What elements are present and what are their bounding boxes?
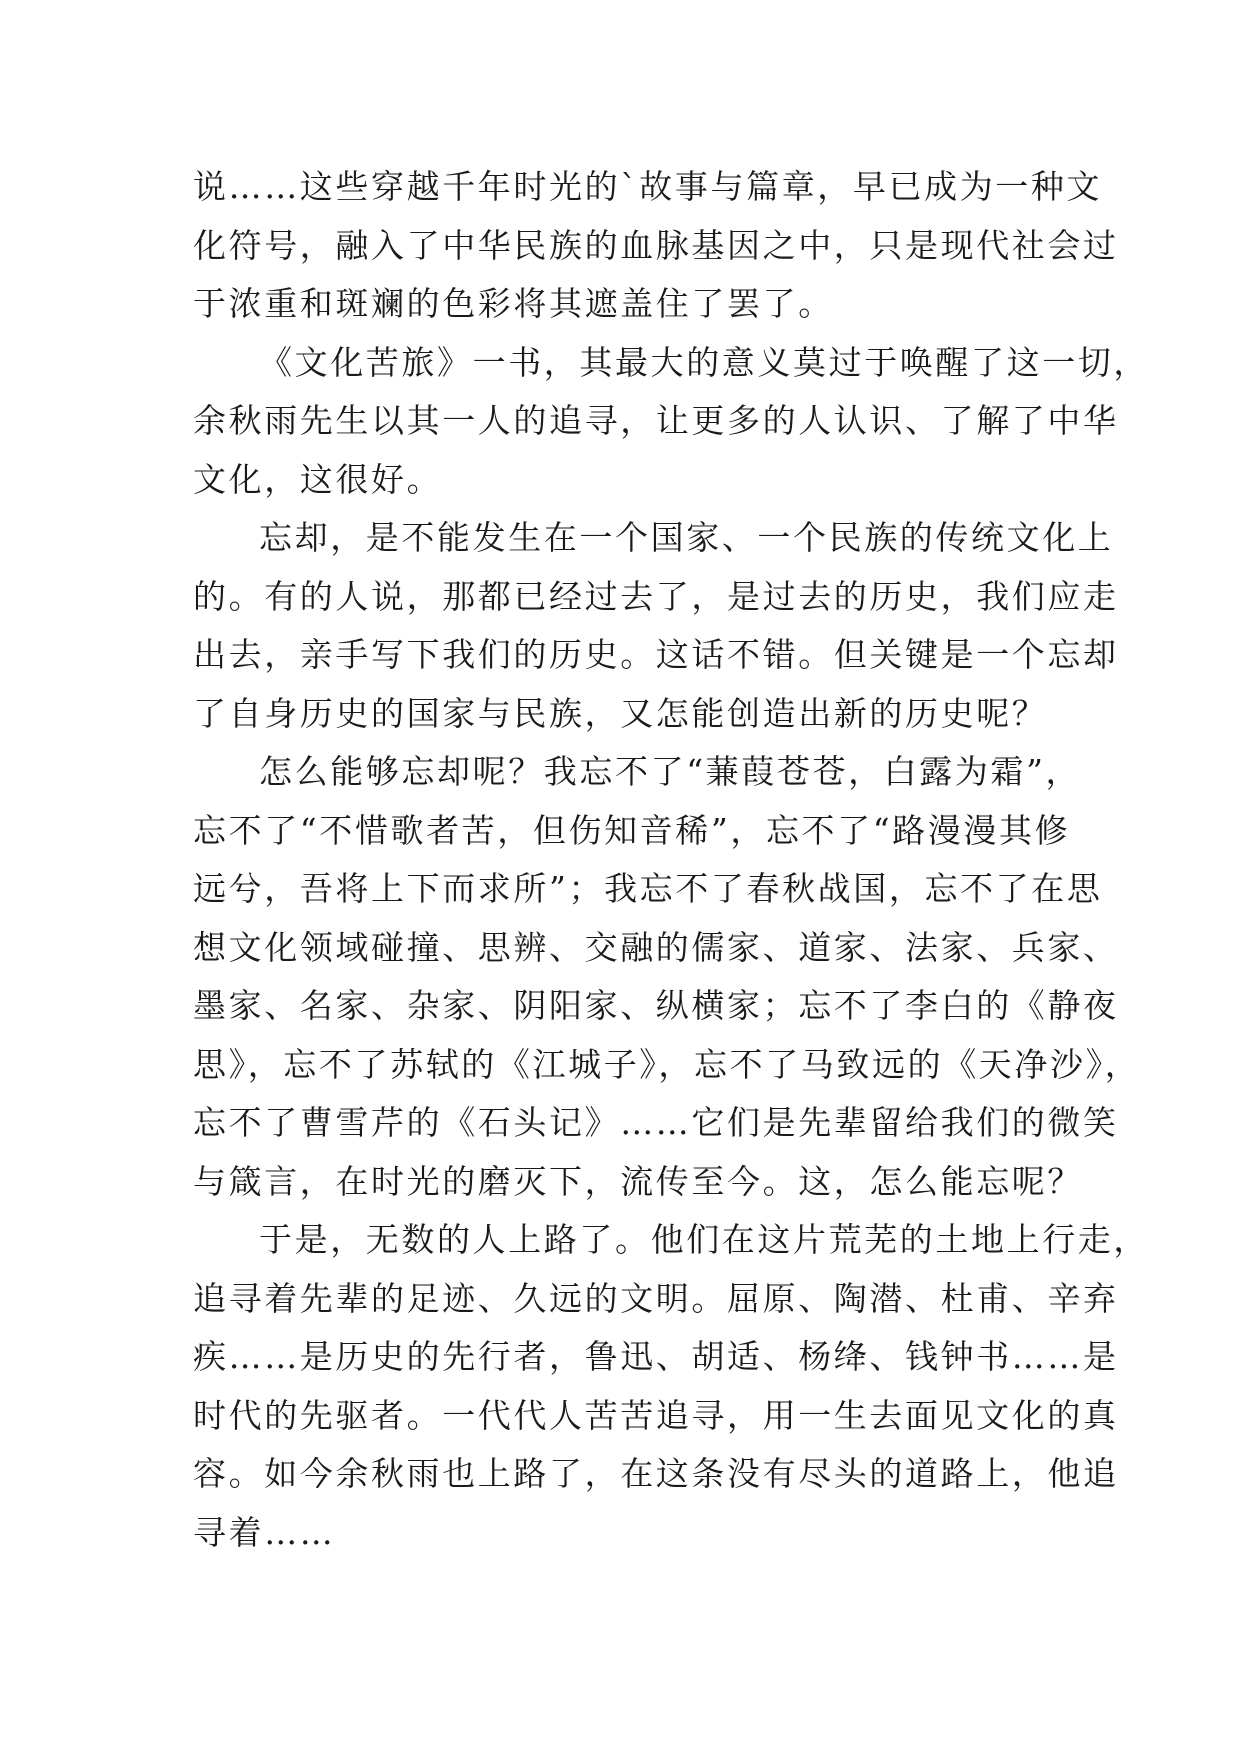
text-line: 说……这些穿越千年时光的`故事与篇章，早已成为一种文 — [193, 167, 1103, 206]
text-line: 文化，这很好。 — [193, 459, 443, 499]
paragraph-start-line: 忘却，是不能发生在一个国家、一个民族的传统文化上 — [259, 518, 1114, 557]
text-line: 于浓重和斑斓的色彩将其遮盖住了罢了。 — [193, 284, 834, 323]
text-line: 疾……是历史的先行者，鲁迅、胡适、杨绛、钱钟书……是 — [193, 1337, 1119, 1376]
text-line: 时代的先驱者。一代代人苦苦追寻，用一生去面见文化的真 — [193, 1395, 1119, 1435]
text-line: 追寻着先辈的足迹、久远的文明。屈原、陶潜、杜甫、辛弃 — [193, 1278, 1119, 1318]
text-line: 忘不了曹雪芹的《石头记》……它们是先辈留给我们的微笑 — [193, 1103, 1119, 1142]
text-line: 化符号，融入了中华民族的血脉基因之中，只是现代社会过 — [193, 225, 1119, 265]
text-line: 的。有的人说，那都已经过去了，是过去的历史，我们应走 — [193, 576, 1119, 616]
paragraph-start-line: 于是，无数的人上路了。他们在这片荒芜的土地上行走， — [259, 1220, 1149, 1259]
text-line: 余秋雨先生以其一人的追寻，让更多的人认识、了解了中华 — [193, 401, 1119, 440]
text-line: 与箴言，在时光的磨灭下，流传至今。这，怎么能忘呢？ — [193, 1161, 1083, 1201]
text-line: 想文化领域碰撞、思辨、交融的儒家、道家、法家、兵家、 — [193, 927, 1119, 967]
paragraph-start-line: 《文化苦旅》一书，其最大的意义莫过于唤醒了这一切， — [259, 342, 1149, 382]
text-line: 墨家、名家、杂家、阴阳家、纵横家；忘不了李白的《静夜 — [193, 986, 1119, 1025]
paragraph-start-line: 怎么能够忘却呢？我忘不了“蒹葭苍苍，白露为霜”， — [259, 752, 1082, 791]
text-line: 容。如今余秋雨也上路了，在这条没有尽头的道路上，他追 — [193, 1454, 1119, 1493]
text-line: 出去，亲手写下我们的历史。这话不错。但关键是一个忘却 — [193, 635, 1119, 674]
text-line: 忘不了“不惜歌者苦，但伤知音稀”，忘不了“路漫漫其修 — [193, 810, 1071, 850]
body-text — [193, 158, 1149, 1562]
text-line: 了自身历史的国家与民族，又怎能创造出新的历史呢？ — [193, 693, 1048, 733]
text-line: 远兮，吾将上下而求所”；我忘不了春秋战国，忘不了在思 — [193, 869, 1103, 908]
text-line: 寻着…… — [193, 1512, 336, 1552]
text-line: 思》，忘不了苏轼的《江城子》，忘不了马致远的《天净沙》， — [193, 1044, 1141, 1084]
